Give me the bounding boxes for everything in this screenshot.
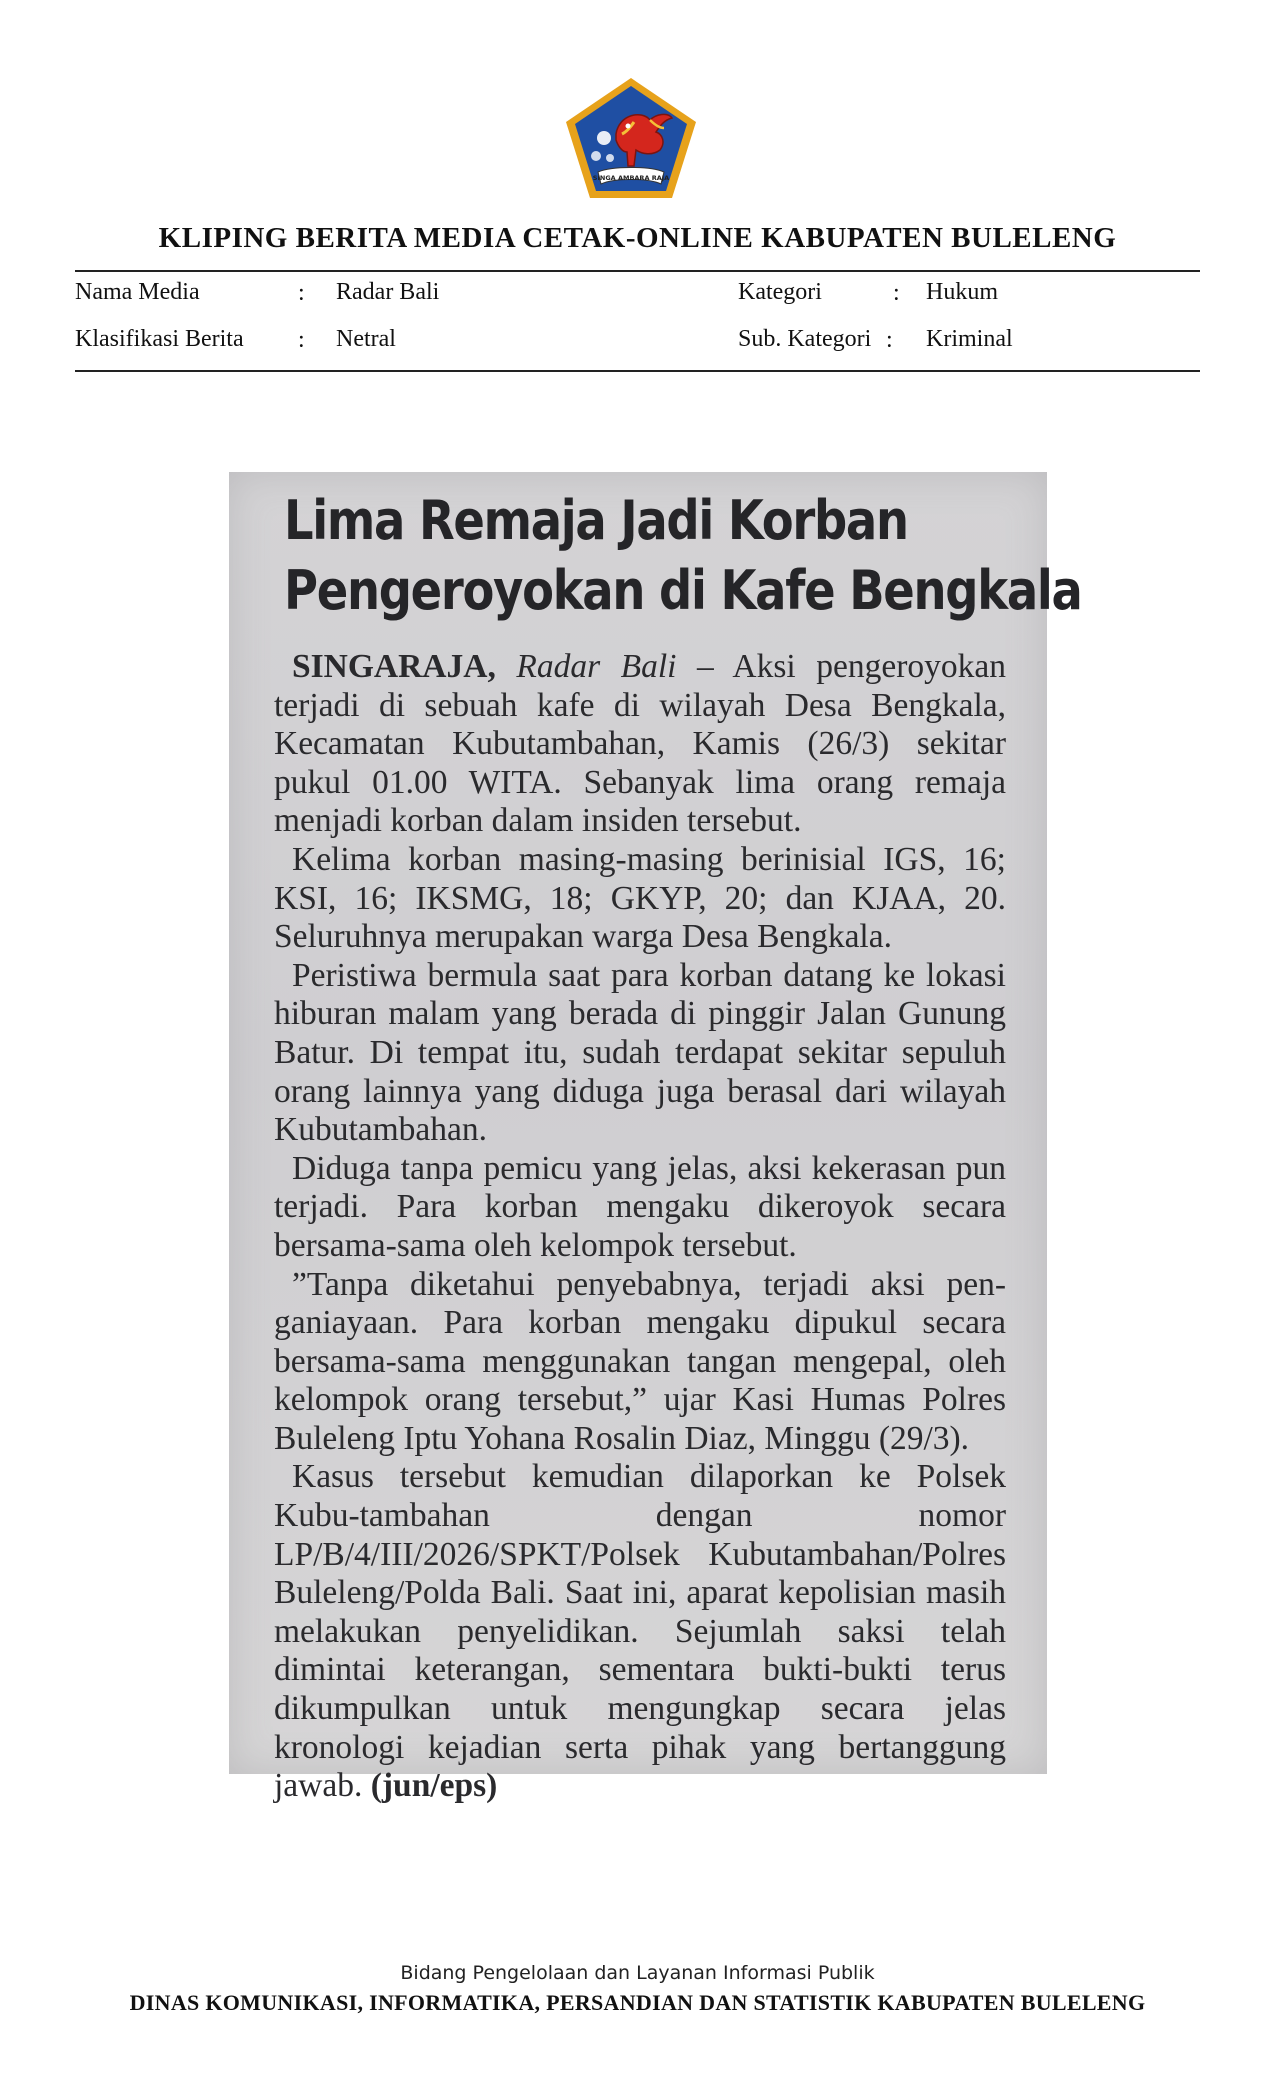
sub-kategori-label: Sub. Kategori xyxy=(738,326,872,352)
document-title: KLIPING BERITA MEDIA CETAK-ONLINE KABUPATEN BULELENG xyxy=(158,222,1117,254)
article-dateline: SINGARAJA, xyxy=(292,648,496,685)
kategori-colon: : xyxy=(893,280,900,306)
article-paragraph-2: Kelima korban masing-masing berinisial IGS, 16; KSI, 16; IKSMG, 18; GKYP, 20; dan KJAA, 20. Seluruhnya merupakan warga Desa Bengkala. xyxy=(274,840,1006,956)
nama-media-colon: : xyxy=(298,280,305,306)
sub-kategori-value: Kriminal xyxy=(926,326,1013,352)
article-paragraph-3: Peristiwa bermula saat para korban datang ke lokasi hiburan malam yang berada di pinggir Jalan Gunung Batur. Di tempat itu, sudah terdapat sekitar sepuluh orang lainnya yang diduga juga berasal dari wilayah Kubutambahan. xyxy=(274,956,1006,1149)
news-clipping xyxy=(229,472,1082,1805)
article-body xyxy=(274,648,1006,1806)
article-paragraph-6-text: Kasus tersebut kemudian dilaporkan ke Polsek Kubu-tambahan dengan nomor LP/B/4/III/2026/SPKT/Polsek Kubutambahan/Polres Buleleng/Polda Bali. Saat ini, aparat kepolisian masih melakukan penyelidikan. Sejumlah saksi telah dimintai keterangan, sementara bukti-bukti terus dikumpulkan untuk mengungkap secara jelas kronologi kejadian serta pihak yang bertanggung jawab. xyxy=(274,1458,1006,1805)
headline-line-2: Pengeroyokan di Kafe Bengkala xyxy=(284,559,1082,622)
article-paragraph-1-text: – Aksi pengeroyokan terjadi di sebuah kafe di wilayah Desa Bengkala, Kecamatan Kubutambahan, Kamis (26/3) sekitar pukul 01.00 WITA. Sebanyak lima orang remaja menjadi korban dalam insiden tersebut. xyxy=(274,648,1007,840)
article-paragraph-5: ”Tanpa diketahui penyebabnya, terjadi aksi pen-ganiayaan. Para korban mengaku dipukul secara bersama-sama menggunakan tangan mengepal, oleh kelompok orang tersebut,” ujar Kasi Humas Polres Buleleng Iptu Yohana Rosalin Diaz, Minggu (29/3). xyxy=(274,1265,1006,1457)
klasifikasi-colon: : xyxy=(298,327,305,353)
klasifikasi-value: Netral xyxy=(336,326,396,352)
article-headline xyxy=(284,486,1082,626)
headline-line-1: Lima Remaja Jadi Korban xyxy=(284,489,908,552)
article-paragraph-4: Diduga tanpa pemicu yang jelas, aksi kekerasan pun terjadi. Para korban mengaku dikeroyok secara bersama-sama oleh kelompok tersebut. xyxy=(274,1149,1006,1264)
kategori-label: Kategori xyxy=(738,279,822,305)
footer-unit: Bidang Pengelolaan dan Layanan Informasi Publik xyxy=(400,1962,875,1984)
sub-kategori-colon: : xyxy=(886,327,893,353)
logo-motto: SINGA AMBARA RAJA xyxy=(592,174,670,182)
header-rule-top xyxy=(75,270,1200,272)
article-paragraph-6 xyxy=(274,1458,1006,1805)
nama-media-label: Nama Media xyxy=(75,279,200,305)
kategori-value: Hukum xyxy=(926,279,998,305)
klasifikasi-label: Klasifikasi Berita xyxy=(75,326,244,352)
header-rule-bottom xyxy=(75,370,1200,372)
article-media-name: Radar Bali xyxy=(516,648,677,685)
article-paragraph-1 xyxy=(274,648,1006,841)
footer-agency: DINAS KOMUNIKASI, INFORMATIKA, PERSANDIAN DAN STATISTIK KABUPATEN BULELENG xyxy=(129,1990,1146,2015)
nama-media-value: Radar Bali xyxy=(336,279,440,305)
singa-ambara-raja-emblem-icon xyxy=(564,76,698,200)
article-credit: (jun/eps) xyxy=(370,1767,498,1805)
